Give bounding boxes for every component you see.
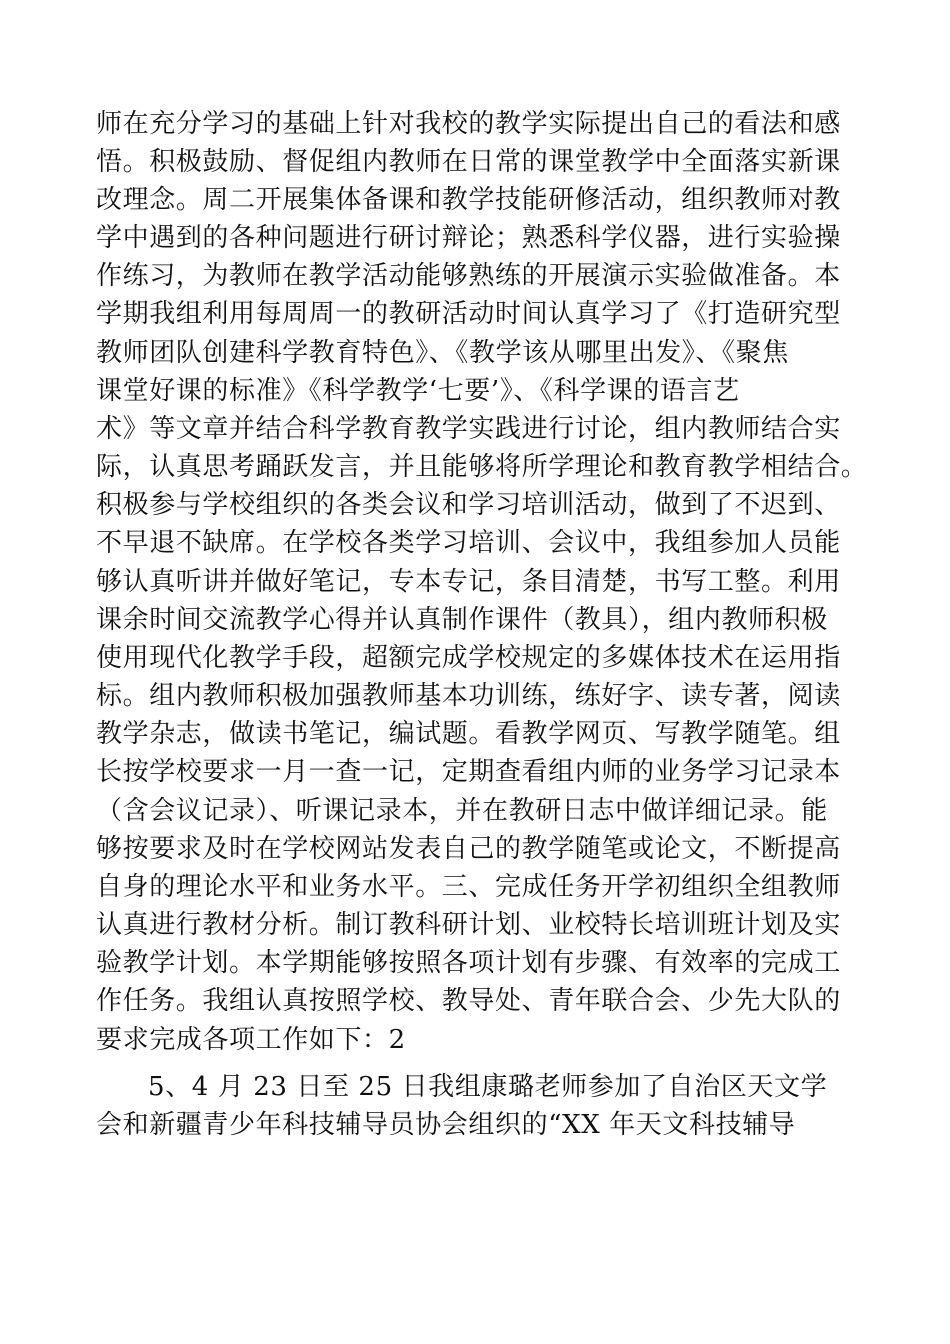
text-line: 教学杂志，做读书笔记，编试题。看教学网页、写教学随笔。组 [96,719,841,749]
text-line: 标。组内教师积极加强教师基本功训练，练好字、读专著，阅读 [96,681,841,711]
text-line: 使用现代化教学手段，超额完成学校规定的多媒体技术在运用指 [96,643,841,673]
text-line: 术》等文章并结合科学教育教学实践进行讨论，组内教师结合实 [96,414,841,444]
text-line: 认真进行教材分析。制订教科研计划、业校特长培训班计划及实 [96,910,841,940]
text-line: 悟。积极鼓励、督促组内教师在日常的课堂教学中全面落实新课 [96,147,841,177]
text-line: 长按学校要求一月一查一记，定期查看组内师的业务学习记录本 [96,757,841,787]
text-line: 会和新疆青少年科技辅导员协会组织的“XX 年天文科技辅导 [96,1110,796,1140]
text-line: 改理念。周二开展集体备课和教学技能研修活动，组织教师对教 [96,185,841,215]
text-line: 积极参与学校组织的各类会议和学习培训活动，做到了不迟到、 [96,490,841,520]
text-line: 验教学计划。本学期能够按照各项计划有步骤、有效率的完成工 [96,948,841,978]
text-line: （含会议记录）、听课记录本，并在教研日志中做详细记录。能 [96,796,828,826]
text-line: 不早退不缺席。在学校各类学习培训、会议中，我组参加人员能 [96,528,841,558]
text-line: 作任务。我组认真按照学校、教导处、青年联合会、少先大队的 [96,986,841,1016]
text-line: 教师团队创建科学教育特色》、《教学该从哪里出发》、《聚焦 [96,338,789,368]
text-line: 作练习，为教师在教学活动能够熟练的开展演示实验做准备。本 [96,261,841,291]
text-line: 够认真听讲并做好笔记，专本专记，条目清楚，书写工整。利用 [96,567,841,597]
text-line: 学期我组利用每周周一的教研活动时间认真学习了《打造研究型 [96,299,841,329]
text-line: 要求完成各项工作如下：2 [96,1025,406,1055]
text-line: 够按要求及时在学校网站发表自己的教学随笔或论文，不断提高 [96,834,841,864]
text-line: 学中遇到的各种问题进行研讨辩论；熟悉科学仪器，进行实验操 [96,223,841,253]
text-line: 自身的理论水平和业务水平。三、完成任务开学初组织全组教师 [96,872,841,902]
text-line: 师在充分学习的基础上针对我校的教学实际提出自己的看法和感 [96,109,841,139]
text-line: 课堂好课的标准》《科学教学‘七要’》、《科学课的语言艺 [96,376,740,406]
text-line: 际，认真思考踊跃发言，并且能够将所学理论和教育教学相结合。 [96,452,868,482]
text-line: 课余时间交流教学心得并认真制作课件（教具），组内教师积极 [96,605,828,635]
text-line: 5、4 月 23 日至 25 日我组康璐老师参加了自治区天文学 [148,1072,828,1102]
